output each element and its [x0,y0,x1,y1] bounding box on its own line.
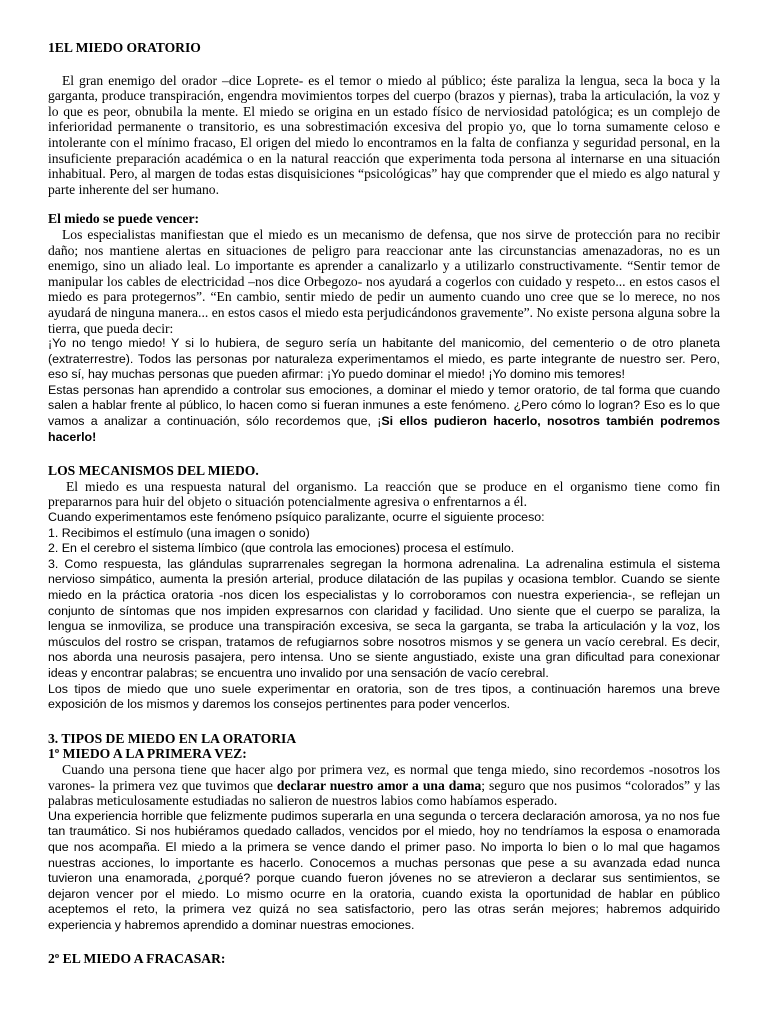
section-heading-tipos: 3. TIPOS DE MIEDO EN LA ORATORIA [48,730,297,746]
intro-paragraph: El gran enemigo del orador –dice Loprete- es el temor o miedo al público; éste paraliza la lengua, seca la boca y la garganta, produce transpiración, engendra movimientos torpes del cuerpo (brazos y piernas), traba la articulación, la voz y lo que es peor, obnubila la mente. El miedo se origina en un estado físico de nerviosidad patológica; es un complejo de inferioridad permanente o transitorio, es una sobrestimación excesiva del propio yo, que lo torna sumamente celoso e intolerante con el mínimo fracaso, El origen del miedo lo encontramos en la falta de confianza y seguridad personal, en la insuficiente preparación académica o en la natural reacción que experimenta toda persona al internarse en una situación inhabitual. Pero, al margen de todas estas disquisiciones “psicológicas” hay que comprender que el miedo es algo natural y parte inherente del ser humano. [48,72,720,197]
section-heading-fracasar: 2º EL MIEDO A FRACASAR: [48,951,226,967]
process-list-item: 2. En el cerebro el sistema límbico (que controla las emociones) procesa el estímulo. [48,541,515,556]
document-title: 1EL MIEDO ORATORIO [48,40,201,55]
paragraph-primera-vez [48,762,720,809]
section-heading-mecanismos: LOS MECANISMOS DEL MIEDO. [48,463,259,479]
paragraph-respuesta-natural: El miedo es una respuesta natural del organismo. La reacción que se produce en el organismo tiene como fin prepararnos para huir del objeto o situación potencialmente agresiva o enfrentarnos a él. [48,478,720,510]
process-list-item: 3. Como respuesta, las glándulas suprarrenales segregan la hormona adrenalina. La adrenalina estimula el sistema nervioso simpático, aumenta la presión arterial, produce dilatación de las pupilas y ocasiona temblor. Cuando se siente miedo en la práctica oratoria -nos dicen los especialistas y lo corroboramos con nuestra experiencia-, se reflejan un conjunto de síntomas que nos impiden expresarnos con claridad y facilidad. Uno siente que el cuerpo se paraliza, la lengua se inmoviliza, se produce una transpiración excesiva, se seca la garganta, se traba la articulación y la voz, los músculos del rostro se crispan, tratamos de refugiarnos sobre nosotros mismos y se genera un vacío cerebral. Es decir, nos aborda una neurosis pasajera, pero intensa. Uno se siente angustiado, existe una gran dificultad para conexionar ideas y encontrar palabras; se encuentra uno invalido por una sensación de vacío cerebral. [48,556,720,680]
paragraph-yo-no-tengo-miedo: ¡Yo no tengo miedo! Y si lo hubiera, de seguro sería un habitante del manicomio, del cementerio o de otro planeta (extraterrestre). Todos las personas por naturaleza experimentamos el miedo, es parte integrante de nuestro ser. Pero, eso sí, hay muchas personas que pueden afirmar: ¡Yo puedo dominar el miedo! ¡Yo domino mis temores! [48,336,720,382]
paragraph-experiencia-horrible: Una experiencia horrible que felizmente pudimos superarla en una segunda o tercera declaración amorosa, ya no nos fue tan traumático. Si nos hubiéramos quedado callados, vencidos por el miedo, hoy no tendríamos la esposa o enamorada que nos acompaña. El miedo a la primera se vence dando el primer paso. No importa lo bien o lo mal que hagamos nuestras acciones, lo importante es hacerlo. Conocemos a muchas personas que pese a su avanzada edad nunca tuvieron una enamorada, ¿porqué? porque cuando fueron jóvenes no se atrevieron a declarar sus sentimientos, se dejaron vencer por el miedo. Lo mismo ocurre en la oratoria, cuando exista la oportunidad de hablar en público aceptemos el reto, la primera vez quizá no sea satisfactorio, pero las otras serán mejores; habremos adquirido experiencia y habremos aprendido a dominar nuestras emociones. [48,808,720,932]
paragraph-estas-personas-emphasis: Si ellos pudieron hacerlo, nosotros también podremos hacerlo! [48,414,720,444]
process-list-item: 1. Recibimos el estímulo (una imagen o sonido) [48,525,310,540]
paragraph-proceso-intro: Cuando experimentamos este fenómeno psíquico paralizante, ocurre el siguiente proceso: [48,510,545,525]
paragraph-tipos-de-miedo: Los tipos de miedo que uno suele experimentar en oratoria, son de tres tipos, a continuación haremos una breve exposición de los mismos y daremos los consejos pertinentes para poder vencerlos. [48,681,720,712]
paragraph-primera-vez-text-c: ; seguro que nos pusimos “colorados” y las palabras meticulosamente estudiadas no salieron de nuestros labios como habíamos esperado. [48,777,721,809]
subsection-heading-primera-vez: 1º MIEDO A LA PRIMERA VEZ: [48,746,247,762]
paragraph-especialistas: Los especialistas manifiestan que el miedo es un mecanismo de defensa, que nos sirve de protección para no recibir daño; nos mantiene alertas en situaciones de peligro para reaccionar ante las circunstancias amenazadoras, no es un enemigo, sino un aliado leal. Lo importante es aprender a canalizarlo y a utilizarlo constructivamente. “Sentir temor de manipular los cables de electricidad –nos dice Orbegozo- nos ayudará a cogerlos con cuidado y respeto... en estos casos el miedo es para protegernos”. “En cambio, sentir miedo de pedir un aumento cuando uno cree que se lo merece, no nos ayudará de ninguna manera... en estos casos el miedo esta perjudicándonos gravemente”. No existe persona alguna sobre la tierra, que pueda decir: [48,226,720,336]
paragraph-estas-personas [48,383,720,445]
paragraph-primera-vez-emphasis: declarar nuestro amor a una dama [276,777,482,793]
section-heading-vencer: El miedo se puede vencer: [48,211,200,227]
paragraph-estas-personas-text: Estas personas han aprendido a controlar sus emociones, a dominar el miedo y temor oratorio, de tal forma que cuando salen a hablar frente al público, lo hacen como si fueran inmunes a este fenómeno. ¿Pero cómo lo logran? Eso es lo que vamos a analizar a continuación, sólo recordemos que, ¡ [48,382,720,429]
paragraph-primera-vez-text-a: Cuando una persona tiene que hacer algo por primera vez, es normal que tenga miedo, sino recordemos -nosotros los varones- la primera vez que tuvimos que [48,761,720,793]
